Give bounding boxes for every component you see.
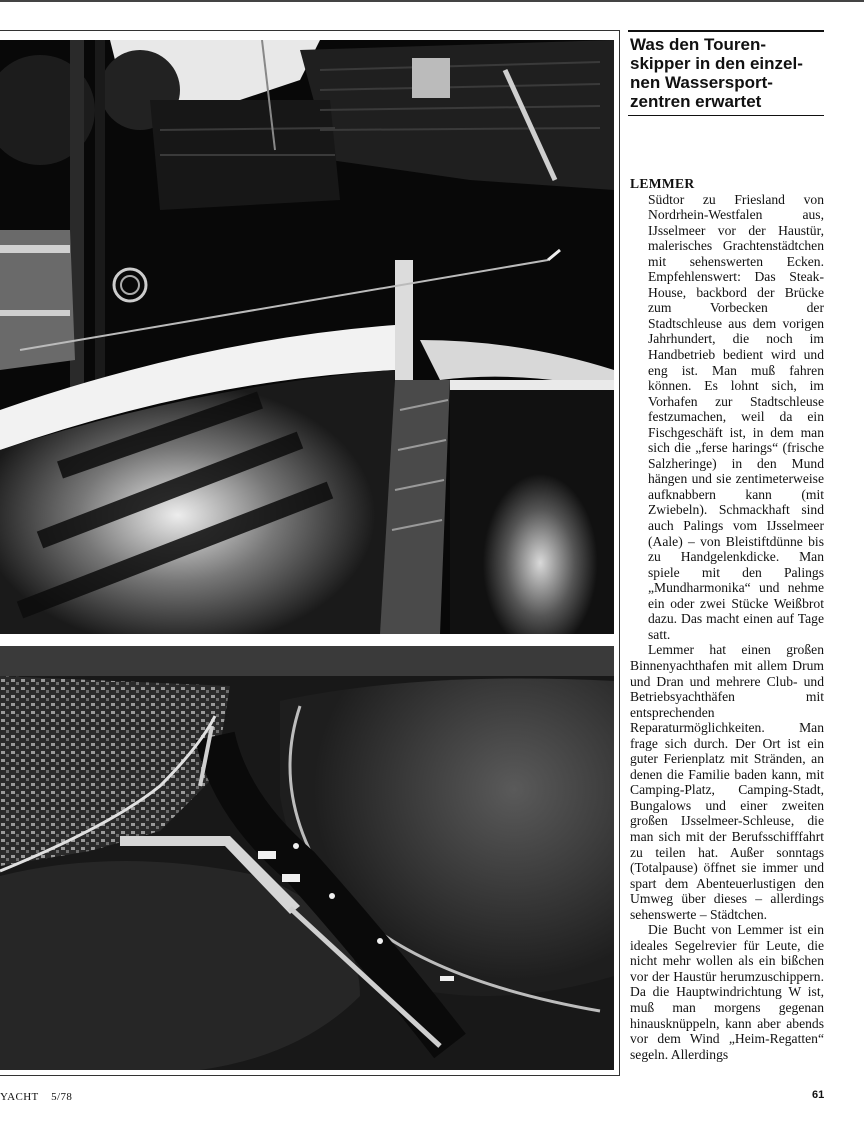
top-rule: [0, 0, 864, 2]
footer-left: [0, 1090, 72, 1104]
page-number: 61: [812, 1089, 825, 1101]
issue-number: 5/78: [51, 1091, 73, 1103]
harbour-boats-photo: [0, 40, 614, 634]
headline-box: [628, 30, 824, 116]
article-column: [630, 176, 824, 1062]
section-title: LEMMER: [630, 176, 695, 191]
article-paragraph: Lemmer hat einen großen Binnenyachthafen mit allem Drum und Dran und mehrere Club- und Betriebsyachthäfen mit entsprechenden Reparaturmöglichkeiten. Man frage sich durch. Der Ort ist ein guter Ferienplatz mit Stränden, an denen die Familie baden kann, mit Camping-Platz, Camping-Stadt, Bungalows und einer zweiten großen IJsselmeer-Schleuse, die man sich mit der Berufsschifffahrt zu teilen hat. Außer sonntags (Totalpause) öffnet sie immer und spart dem Abenteuerlustigen den Umweg über dieses – allerdings sehenswerte – Städtchen.: [630, 642, 824, 922]
magazine-name: YACHT: [0, 1091, 39, 1103]
article-paragraph: Die Bucht von Lemmer ist ein ideales Segelrevier für Leute, die nicht mehr wollen als ein bißchen vor der Haustür herumzuschippern. Da die Hauptwindrichtung W ist, muß man morgens gegenan hinausknüppeln, kann aber abends vor dem Wind „Heim-Regatten“ segeln. Allerdings: [630, 922, 824, 1062]
aerial-harbour-photo: [0, 646, 614, 1070]
headline: Was den Touren-skipper in den einzel-nen Wassersport-zentren erwartet: [630, 35, 803, 111]
article-paragraph: Südtor zu Friesland von Nordrhein-Westfalen aus, IJsselmeer vor der Haustür, malerisches Grachtenstädtchen mit sehenswerten Ecken. Empfehlenswert: Das Steak-House, backbord der Brücke zum Vorbecken der Stadtschleuse aus dem vorigen Jahrhundert, die noch im Handbetrieb bedient wird und eng ist. Man muß fahren können. Es lohnt sich, im Vorhafen zur Stadtschleuse festzumachen, weil da ein Fischgeschäft ist, in dem man sich die „ferse harings“ (frische Salzheringe) in den Mund hängen und sie zentimeterweise aufknabbern kann (mit Zwiebeln). Schmackhaft sind auch Palings vom IJsselmeer (Aale) – von Bleistiftdünne bis zu Handgelenkdicke. Man spiele mit den Palings „Mundharmonika“ und nehme ein oder zwei Stücke Weißbrot dazu. Das macht einen auf Tage satt.: [648, 191, 824, 642]
